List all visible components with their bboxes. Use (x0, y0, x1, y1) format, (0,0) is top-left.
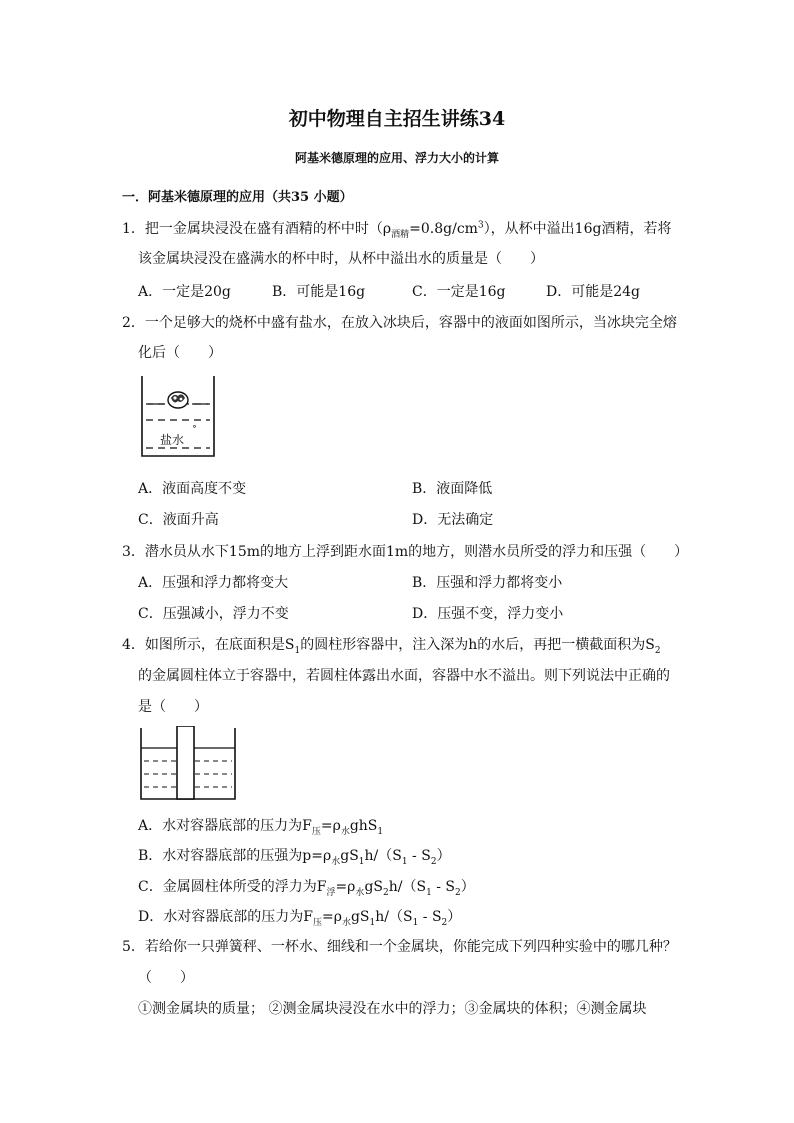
q4-line3: 是（ ） (138, 699, 208, 715)
q4-line1: 4．如图所示，在底面积是$S_1$的圆柱形容器中，注入深为h的水后，再把一横截面积为$S_2$ (122, 637, 661, 656)
page-subtitle: 阿基米德原理的应用、浮力大小的计算 (294, 151, 499, 165)
q4-line2: 的金属圆柱体立于容器中，若圆柱体露出水面，容器中水不溢出。则下列说法中正确的 (138, 668, 670, 684)
q3-option-b: B．压强和浮力都将变小 (412, 575, 563, 591)
q2-line2: 化后（ ） (138, 345, 222, 361)
section-heading: 一．阿基米德原理的应用（共35 小题） (122, 190, 353, 205)
cylinder-container-diagram (138, 726, 238, 802)
q1-option-b: B．可能是16g (272, 284, 366, 300)
q3-line1: 3．潜水员从水下15m的地方上浮到距水面1m的地方，则潜水员所受的浮力和压强（ ） (122, 544, 689, 560)
q1-line1: 1．把一金属块浸没在盛有酒精的杯中时$(\rho_{酒精}=0.8g/cm^3)$，从杯中溢出16g酒精，若将 (122, 220, 672, 240)
q1-option-a: A．一定是20g (138, 284, 231, 300)
q3-option-c: C．压强减小，浮力不变 (138, 606, 289, 622)
q2-line1: 2．一个足够大的烧杯中盛有盐水，在放入冰块后，容器中的液面如图所示，当冰块完全熔 (122, 315, 677, 331)
q1-option-d: D．可能是24g (546, 284, 641, 300)
brine-label: 盐水 (160, 433, 185, 447)
q3-option-a: A．压强和浮力都将变大 (138, 575, 289, 591)
q5-line2: （ ） (138, 970, 194, 986)
q4-option-d: D．水对容器底部的压力为$F_压=\rho_水gS_1h/(S_1 - S_2)$ (138, 909, 462, 928)
q1-line2: 该金属块浸没在盛满水的杯中时，从杯中溢出水的质量是（ ） (138, 251, 544, 267)
q5-line1: 5．若给你一只弹簧秤、一杯水、细线和一个金属块，你能完成下列四种实验中的哪几种？ (122, 939, 677, 955)
q2-option-a: A．液面高度不变 (138, 481, 247, 497)
metal-cylinder (177, 726, 194, 799)
ice-block-icon (168, 392, 188, 408)
page-title: 初中物理自主招生讲练34 (288, 108, 506, 130)
q2-option-b: B．液面降低 (412, 481, 493, 497)
q4-option-a: A．水对容器底部的压力为$F_压=\rho_水ghS_1$ (138, 818, 384, 837)
q4-option-c: C．金属圆柱体所受的浮力为$F_浮=\rho_水gS_2h/(S_1 - S_2)$ (138, 879, 475, 898)
q1-option-c: C．一定是16g (412, 284, 506, 300)
q5-line3: ①测金属块的质量； ②测金属块浸没在水中的浮力；③金属块的体积；④测金属块 (138, 1001, 647, 1017)
q3-option-d: D．压强不变，浮力变小 (412, 606, 564, 622)
dot-mark: ˚ (192, 426, 197, 437)
q2-option-c: C．液面升高 (138, 512, 219, 528)
q2-option-d: D．无法确定 (412, 512, 494, 528)
q4-option-b: B．水对容器底部的压强为$p=\rho_水gS_1h/(S_1 - S_2)$ (138, 848, 451, 867)
